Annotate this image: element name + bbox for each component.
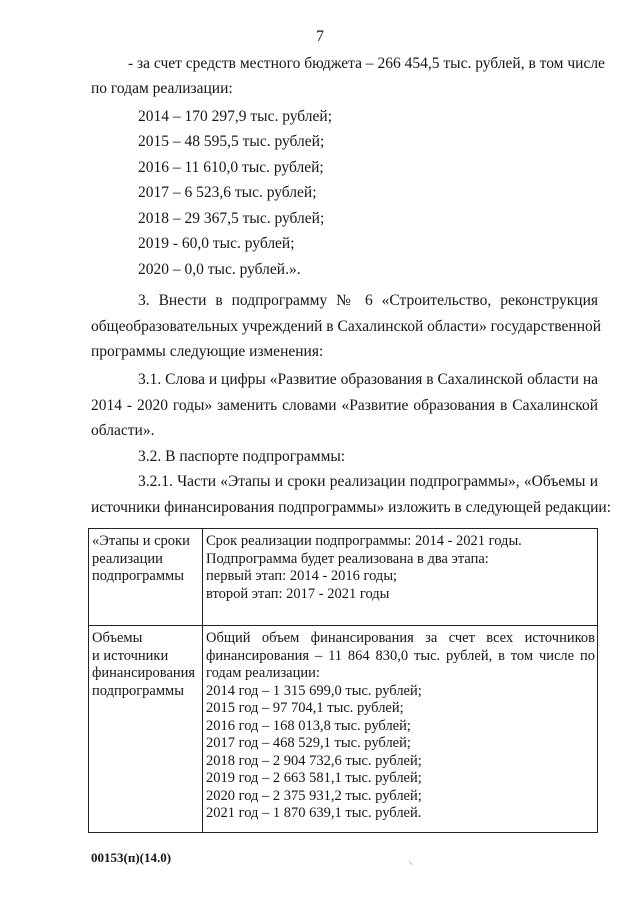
intro-line-1: - за счет средств местного бюджета – 266 454,5 тыс. рублей, в том числе (128, 55, 605, 72)
year-line-2018: 2018 – 29 367,5 тыс. рублей; (138, 210, 325, 227)
item3-line-3: программы следующие изменения: (91, 343, 324, 360)
item31-line-2: 2014 - 2020 годы» заменить словами «Развитие образования в Сахалинской (91, 397, 598, 414)
funding-year-line: 2020 год – 2 375 931,2 тыс. рублей; (206, 787, 422, 804)
funding-year-line: 2014 год – 1 315 699,0 тыс. рублей; (206, 682, 422, 699)
funding-content-line: годам реализации: (206, 665, 320, 681)
item3-line-2: общеобразовательных учреждений в Сахалинской области» государственной (91, 318, 602, 335)
passport-table (88, 528, 598, 833)
funding-label-line: Объемы (92, 630, 143, 646)
funding-label-line: подпрограммы (92, 682, 184, 699)
scan-speck: ⸌ (408, 860, 414, 872)
year-line-2020: 2020 – 0,0 тыс. рублей.». (138, 261, 301, 278)
funding-year-line: 2017 год – 468 529,1 тыс. рублей; (206, 735, 411, 751)
page-number: 7 (316, 28, 324, 45)
funding-label-line: финансирования (92, 665, 196, 681)
stages-content-line: первый этап: 2014 - 2016 годы; (206, 568, 398, 584)
stages-content-line: Подпрограмма будет реализована в два этапа: (206, 550, 489, 567)
funding-year-line: 2021 год – 1 870 639,1 тыс. рублей. (206, 805, 422, 821)
stages-content-line: Срок реализации подпрограммы: 2014 - 2021 годы. (206, 533, 522, 549)
funding-content-line: Общий объем финансирования за счет всех источников (206, 630, 595, 646)
funding-year-line: 2015 год – 97 704,1 тыс. рублей; (206, 700, 404, 716)
funding-label-line: и источники (92, 647, 169, 664)
item321-line-1: 3.2.1. Части «Этапы и сроки реализации подпрограммы», «Объемы и (138, 473, 598, 490)
year-line-2015: 2015 – 48 595,5 тыс. рублей; (138, 133, 325, 150)
item31-line-1: 3.1. Слова и цифры «Развитие образования в Сахалинской области на (138, 371, 598, 388)
stages-label-line: «Этапы и сроки (92, 533, 190, 549)
year-line-2017: 2017 – 6 523,6 тыс. рублей; (138, 184, 317, 201)
funding-content-cell (203, 626, 598, 833)
stages-label-line: подпрограммы (92, 568, 184, 584)
funding-year-line: 2019 год – 2 663 581,1 тыс. рублей; (206, 770, 422, 786)
stages-label-line: реализации (92, 550, 163, 567)
table-row-stages (89, 529, 598, 626)
stages-label-cell (89, 529, 203, 626)
funding-year-line: 2016 год – 168 013,8 тыс. рублей; (206, 717, 411, 734)
item321-line-2: источники финансирования подпрограммы» изложить в следующей редакции: (91, 499, 612, 516)
intro-line-2: по годам реализации: (91, 80, 233, 97)
funding-content-line: финансирования – 11 864 830,0 тыс. рублей, в том числе по (206, 647, 595, 664)
year-line-2019: 2019 - 60,0 тыс. рублей; (138, 235, 295, 252)
table-row-funding (89, 626, 598, 833)
stages-content-cell (203, 529, 598, 626)
year-line-2016: 2016 – 11 610,0 тыс. рублей; (138, 159, 324, 176)
document-code: 00153(п)(14.0) (91, 850, 172, 865)
item32-line: 3.2. В паспорте подпрограммы: (138, 448, 346, 465)
funding-label-cell (89, 626, 203, 833)
item31-line-3: области». (91, 422, 155, 439)
funding-year-line: 2018 год – 2 904 732,6 тыс. рублей; (206, 752, 422, 769)
stages-content-line: второй этап: 2017 - 2021 годы (206, 585, 390, 602)
year-line-2014: 2014 – 170 297,9 тыс. рублей; (138, 108, 332, 125)
item3-line-1: 3. Внести в подпрограмму № 6 «Строительство, реконструкция (138, 292, 598, 309)
